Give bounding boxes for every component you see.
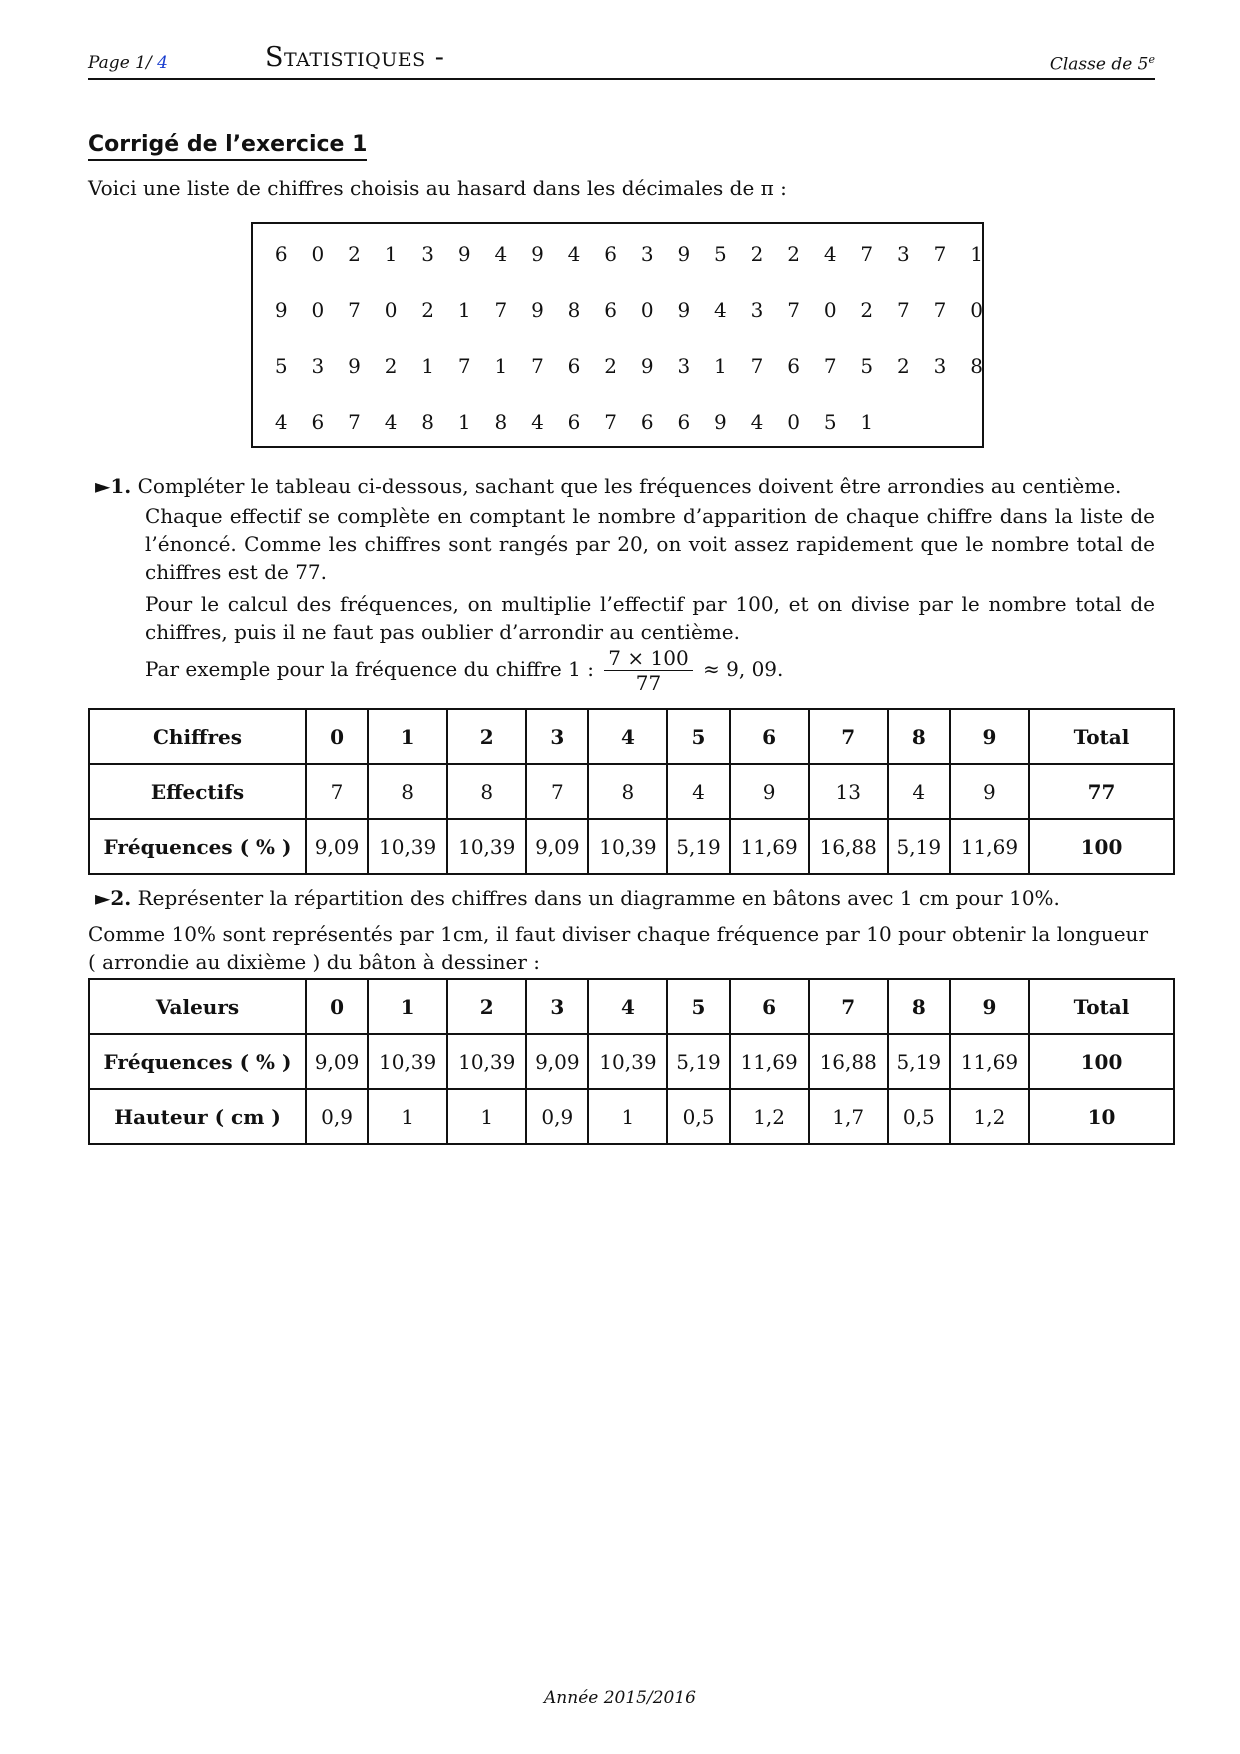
table-cell: 5,19	[667, 1034, 729, 1089]
table-header: 8	[888, 979, 950, 1034]
table-cell: 7	[526, 764, 588, 819]
digit: 0	[787, 410, 800, 434]
table-cell: 11,69	[730, 819, 809, 874]
digit: 0	[311, 298, 325, 322]
digit: 9	[531, 242, 544, 266]
digit: 3	[897, 242, 910, 266]
page-header	[88, 44, 1155, 80]
table-header: 7	[809, 979, 888, 1034]
digit: 2	[348, 242, 361, 266]
digit: 6	[567, 354, 581, 378]
digit: 7	[823, 354, 837, 378]
digit: 3	[421, 242, 435, 266]
digit: 6	[567, 410, 581, 434]
table-cell: 11,69	[730, 1034, 809, 1089]
table-header: 2	[447, 709, 526, 764]
table-row	[89, 979, 1174, 1034]
digit-row	[263, 298, 995, 322]
table-cell: 1,2	[950, 1089, 1029, 1144]
digit: 0	[384, 298, 398, 322]
digit: 3	[311, 354, 325, 378]
digit: 8	[421, 410, 435, 434]
digit: 0	[970, 298, 983, 322]
digit: 7	[348, 298, 361, 322]
table-total: 77	[1029, 764, 1174, 819]
table-row	[89, 709, 1174, 764]
table-cell: 1,2	[730, 1089, 809, 1144]
table-cell: 10,39	[447, 819, 526, 874]
fraction	[604, 646, 692, 695]
digit: 0	[823, 298, 837, 322]
table-cell: 10,39	[588, 819, 667, 874]
digit: 7	[494, 298, 508, 322]
table-total: 10	[1029, 1089, 1174, 1144]
digit: 1	[970, 242, 983, 266]
digit: 1	[457, 410, 471, 434]
digit: 8	[567, 298, 581, 322]
table-header: 1	[368, 709, 447, 764]
table-cell: 9,09	[526, 819, 588, 874]
table-header: 6	[730, 979, 809, 1034]
digit: 1	[860, 410, 874, 434]
digit: 8	[970, 354, 983, 378]
table-cell: 10,39	[588, 1034, 667, 1089]
digit: 7	[531, 354, 544, 378]
table-cell: 1	[447, 1089, 526, 1144]
digit: 4	[823, 242, 837, 266]
intro-text: Voici une liste de chiffres choisis au hasard dans les décimales de π :	[88, 176, 787, 200]
question-text: Compléter le tableau ci-dessous, sachant que les fréquences doivent être arrondies au centième.	[137, 474, 1122, 498]
table-cell: 10,39	[368, 819, 447, 874]
table-header: 4	[588, 709, 667, 764]
table-cell: 0,9	[526, 1089, 588, 1144]
digit: 2	[604, 354, 617, 378]
digit: 2	[384, 354, 398, 378]
digit: 2	[897, 354, 910, 378]
digit: 7	[897, 298, 910, 322]
digit: 4	[531, 410, 544, 434]
digit: 3	[750, 298, 764, 322]
digit: 1	[384, 242, 398, 266]
digit: 6	[787, 354, 800, 378]
digit: 6	[640, 410, 654, 434]
table-cell: 10,39	[447, 1034, 526, 1089]
table-cell: 7	[306, 764, 368, 819]
digit: 4	[750, 410, 764, 434]
table-header: 0	[306, 709, 368, 764]
table-header: 9	[950, 979, 1029, 1034]
table-row	[89, 1034, 1174, 1089]
row-header: Effectifs	[89, 764, 306, 819]
table-total: 100	[1029, 819, 1174, 874]
table-cell: 9,09	[306, 1034, 368, 1089]
digit: 9	[531, 298, 544, 322]
digit: 2	[750, 242, 764, 266]
table-cell: 4	[667, 764, 729, 819]
digit: 2	[421, 298, 435, 322]
table-cell: 5,19	[888, 1034, 950, 1089]
table-cell: 9	[730, 764, 809, 819]
digit: 0	[311, 242, 325, 266]
digit: 6	[604, 242, 617, 266]
digit: 1	[457, 298, 471, 322]
digit: 3	[640, 242, 654, 266]
table-header: Total	[1029, 979, 1174, 1034]
digit: 4	[384, 410, 398, 434]
table-cell: 1	[588, 1089, 667, 1144]
digit: 7	[457, 354, 471, 378]
table-header: 5	[667, 709, 729, 764]
table-cell: 0,5	[667, 1089, 729, 1144]
exercise-title: Corrigé de l’exercice 1	[88, 132, 367, 161]
example-result: ≈ 9, 09.	[703, 657, 784, 681]
table-cell: 11,69	[950, 1034, 1029, 1089]
table-cell: 11,69	[950, 819, 1029, 874]
table-cell: 4	[888, 764, 950, 819]
table-header: 3	[526, 979, 588, 1034]
digit: 4	[714, 298, 727, 322]
class-label-sup: e	[1148, 53, 1155, 66]
digit: 6	[274, 242, 288, 266]
digit: 9	[274, 298, 288, 322]
question-marker: ►1.	[95, 474, 132, 498]
digit: 5	[274, 354, 288, 378]
table-row	[89, 1089, 1174, 1144]
q1-example	[145, 646, 1155, 695]
digit: 2	[787, 242, 800, 266]
digit: 9	[677, 298, 691, 322]
class-label-text: Classe de 5	[1049, 54, 1149, 75]
question-1	[95, 474, 1121, 498]
table-header: 8	[888, 709, 950, 764]
digit: 6	[604, 298, 617, 322]
document-title: Statistiques -	[265, 42, 445, 73]
digit: 3	[933, 354, 947, 378]
digit: 9	[348, 354, 361, 378]
digit: 2	[860, 298, 874, 322]
digit-row	[263, 354, 995, 378]
digit: 9	[714, 410, 727, 434]
digit: 8	[494, 410, 508, 434]
table-total: 100	[1029, 1034, 1174, 1089]
table-header: 5	[667, 979, 729, 1034]
digit: 5	[860, 354, 874, 378]
digit-row	[263, 242, 995, 266]
q1-para-2: Pour le calcul des fréquences, on multiplie l’effectif par 100, et on divise par le nombre total de chiffres, puis il ne faut pas oublier d’arrondir au centième.	[145, 592, 1155, 644]
question-2	[95, 886, 1060, 910]
row-header: Fréquences ( % )	[89, 819, 306, 874]
digit: 9	[677, 242, 691, 266]
digit: 7	[933, 298, 947, 322]
row-header: Hauteur ( cm )	[89, 1089, 306, 1144]
digit: 5	[714, 242, 727, 266]
digit-row	[263, 410, 885, 434]
digit: 9	[457, 242, 471, 266]
table-cell: 9,09	[306, 819, 368, 874]
page-number	[88, 53, 168, 73]
digit: 7	[860, 242, 874, 266]
table-header: 9	[950, 709, 1029, 764]
table-cell: 16,88	[809, 1034, 888, 1089]
table-row	[89, 764, 1174, 819]
digits-box	[251, 222, 984, 448]
digit: 1	[714, 354, 727, 378]
digit: 7	[348, 410, 361, 434]
digit: 7	[750, 354, 764, 378]
table-row	[89, 819, 1174, 874]
row-header: Fréquences ( % )	[89, 1034, 306, 1089]
q1-para-1: Chaque effectif se complète en comptant le nombre d’apparition de chaque chiffre dans la liste de l’énoncé. Comme les chiffres sont rangés par 20, on voit assez rapidement que le nombre total de chiffres est de 77.	[145, 504, 1155, 584]
table-header: 1	[368, 979, 447, 1034]
example-prefix: Par exemple pour la fréquence du chiffre 1 :	[145, 657, 594, 681]
table-cell: 1,7	[809, 1089, 888, 1144]
table-header: Total	[1029, 709, 1174, 764]
digit: 3	[677, 354, 691, 378]
fraction-numerator: 7 × 100	[604, 646, 692, 671]
table-cell: 8	[588, 764, 667, 819]
table-header: 4	[588, 979, 667, 1034]
fraction-denominator: 77	[635, 671, 662, 695]
table-header: Valeurs	[89, 979, 306, 1034]
digit: 6	[677, 410, 691, 434]
table-cell: 5,19	[667, 819, 729, 874]
table-cell: 9,09	[526, 1034, 588, 1089]
table-header: Chiffres	[89, 709, 306, 764]
height-table	[88, 978, 1175, 1145]
digit: 7	[933, 242, 947, 266]
table-cell: 5,19	[888, 819, 950, 874]
table-cell: 0,5	[888, 1089, 950, 1144]
table-cell: 8	[368, 764, 447, 819]
page-footer: Année 2015/2016	[544, 1688, 696, 1708]
question-text: Représenter la répartition des chiffres dans un diagramme en bâtons avec 1 cm pour 10%.	[137, 886, 1060, 910]
digit: 1	[421, 354, 435, 378]
table-cell: 9	[950, 764, 1029, 819]
digit: 1	[494, 354, 508, 378]
table-header: 2	[447, 979, 526, 1034]
class-label	[1050, 53, 1155, 75]
digit: 9	[640, 354, 654, 378]
table-header: 3	[526, 709, 588, 764]
table-cell: 1	[368, 1089, 447, 1144]
question-marker: ►2.	[95, 886, 132, 910]
digit: 0	[640, 298, 654, 322]
table-cell: 8	[447, 764, 526, 819]
table-cell: 0,9	[306, 1089, 368, 1144]
table-cell: 10,39	[368, 1034, 447, 1089]
table-header: 6	[730, 709, 809, 764]
page-label: Page 1/	[88, 53, 152, 73]
digit: 7	[787, 298, 800, 322]
table-cell: 13	[809, 764, 888, 819]
digit: 4	[567, 242, 581, 266]
digit: 7	[604, 410, 617, 434]
digit: 5	[823, 410, 837, 434]
digit: 6	[311, 410, 325, 434]
digit: 4	[274, 410, 288, 434]
page-total-link[interactable]: 4	[157, 53, 168, 73]
table-header: 7	[809, 709, 888, 764]
table-cell: 16,88	[809, 819, 888, 874]
digit: 4	[494, 242, 508, 266]
q2-para: Comme 10% sont représentés par 1cm, il faut diviser chaque fréquence par 10 pour obtenir la longueur ( arrondie au dixième ) du bâton à dessiner :	[88, 922, 1148, 974]
frequency-table	[88, 708, 1175, 875]
table-header: 0	[306, 979, 368, 1034]
